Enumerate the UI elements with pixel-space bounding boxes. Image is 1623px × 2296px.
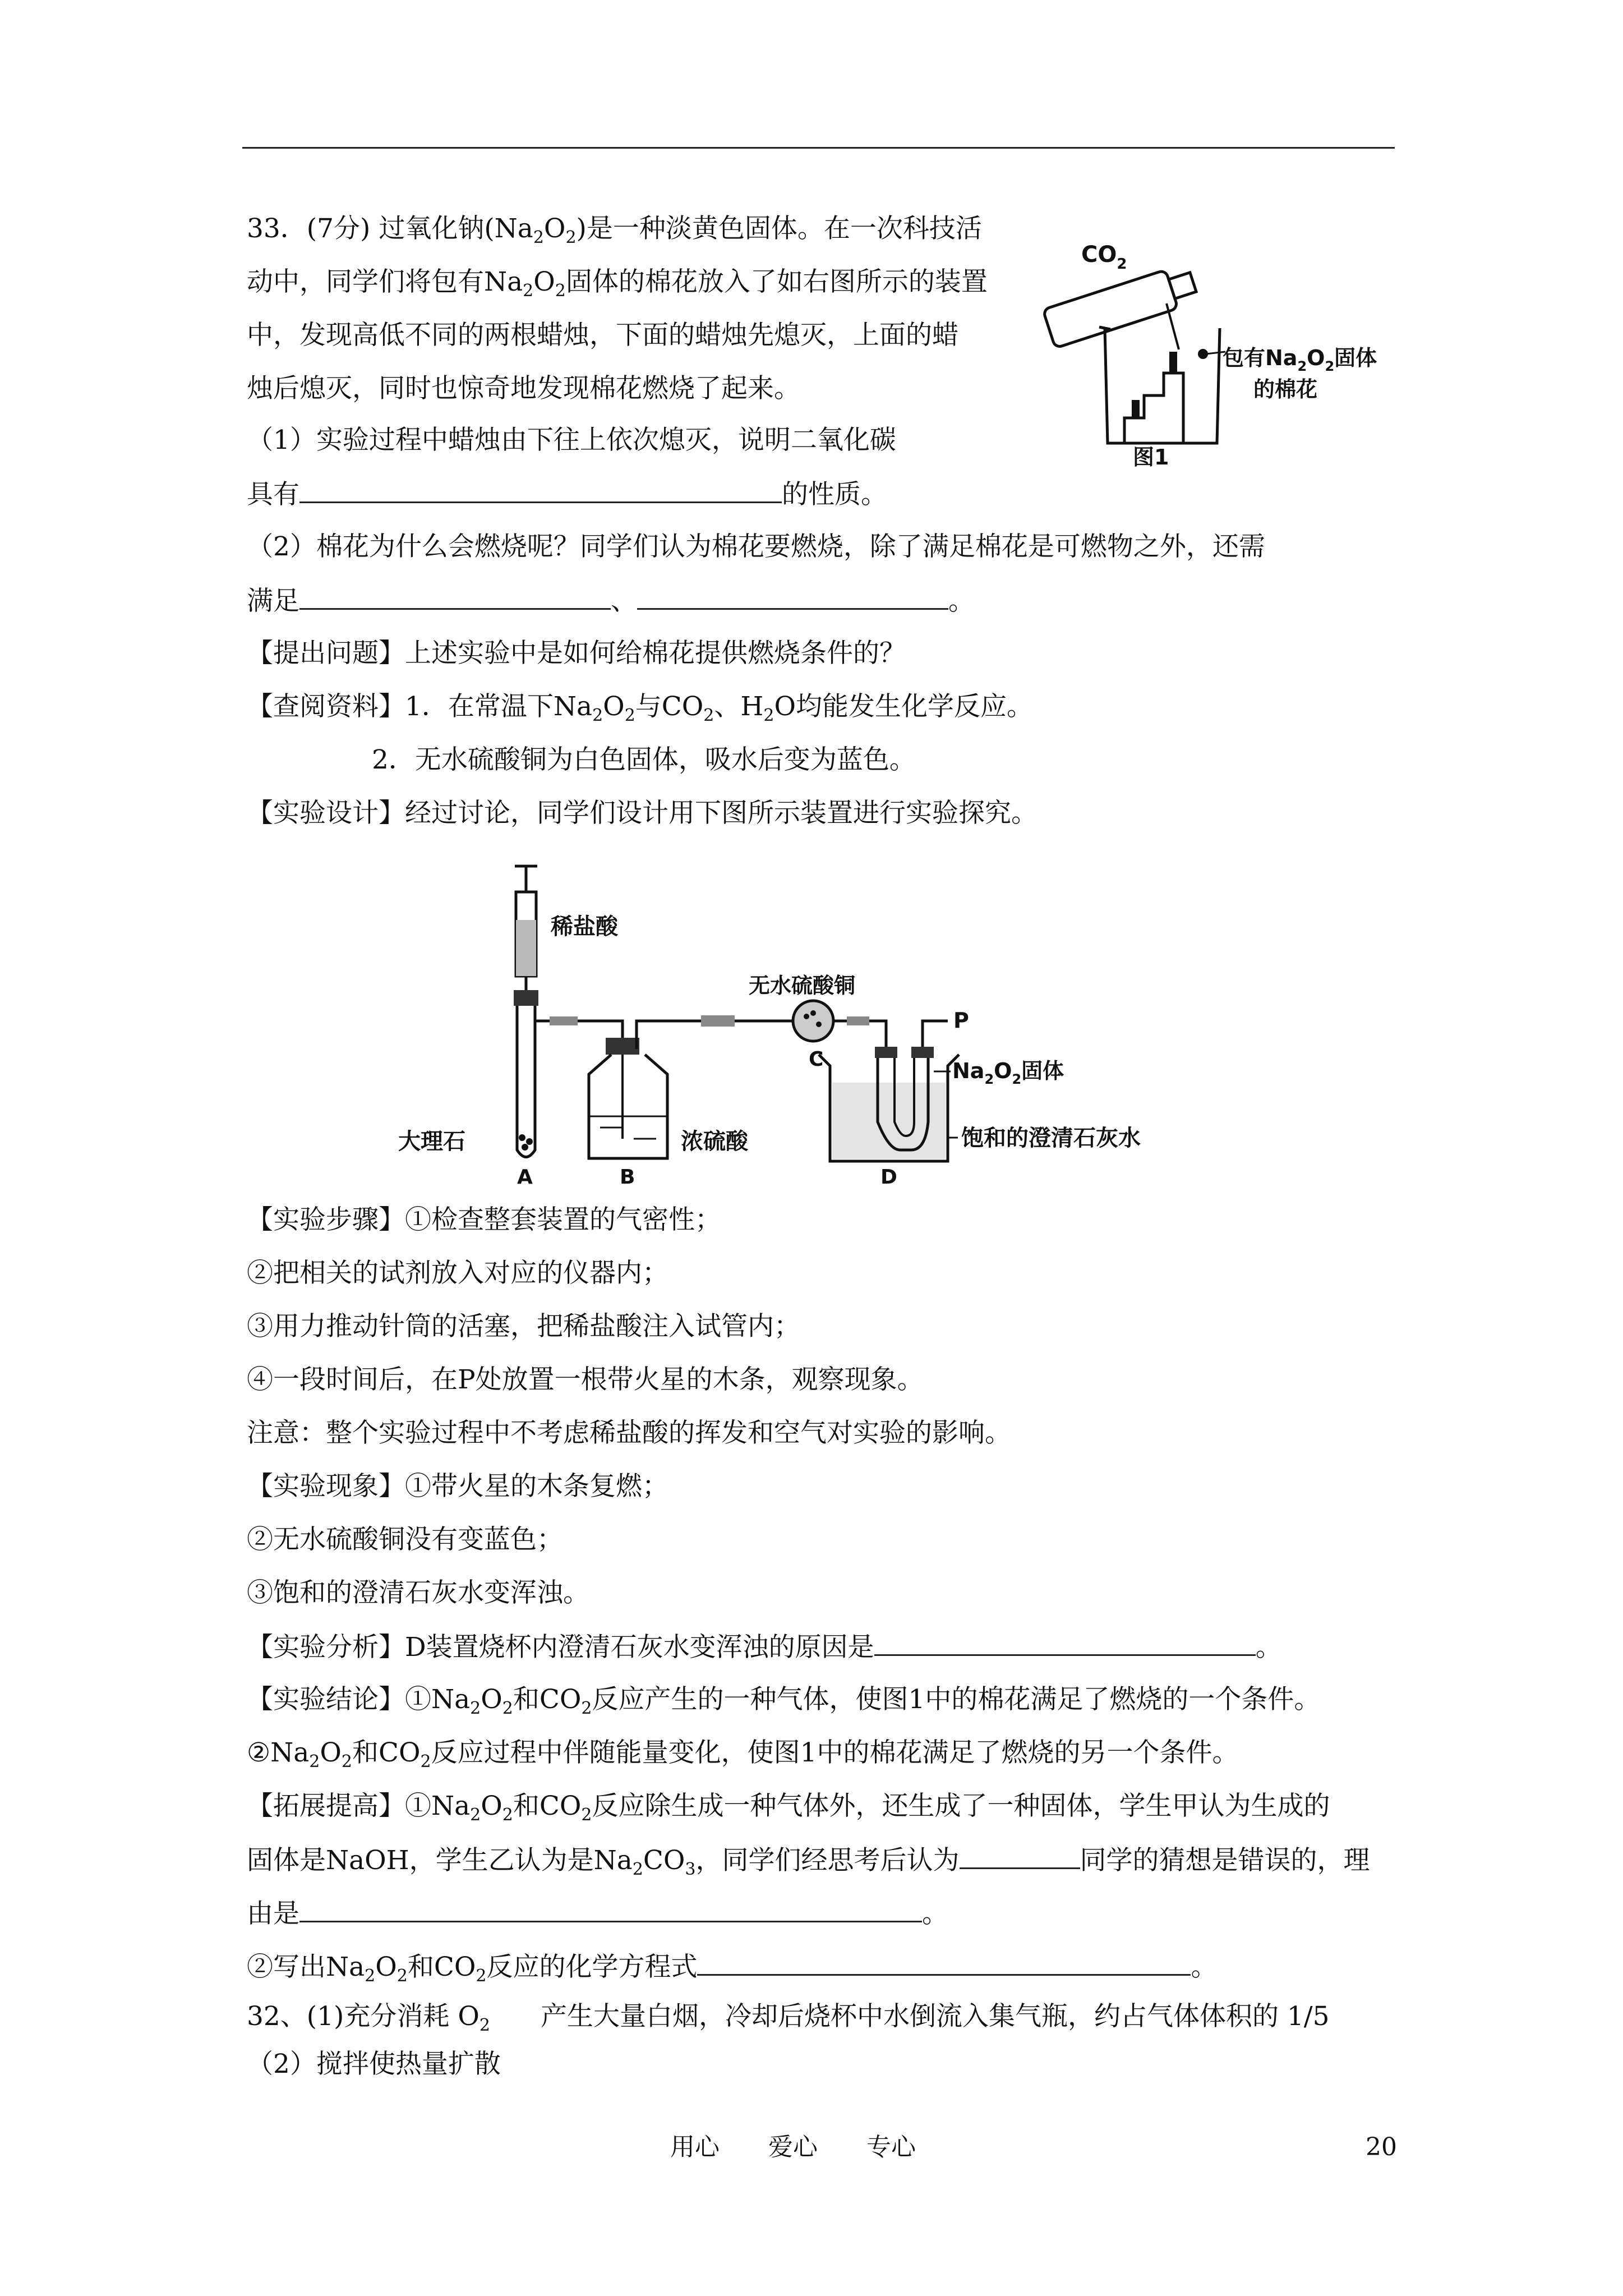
reference-2: 2．无水硫酸铜为白色固体，吸水后变为蓝色。 <box>372 744 916 775</box>
conclusion-1: 【实验结论】$①Na_2O_2$和$CO_2$反应产生的一种气体，使图1中的棉花满足了燃烧的一个条件。 <box>247 1684 1321 1718</box>
answer-blank-co2-property[interactable] <box>299 477 782 503</box>
upper-candle <box>1169 352 1177 373</box>
fig1-caption: 图1 <box>1133 445 1169 468</box>
q33-intro-line-1: 33．(7分) 过氧化钠$(Na_2O_2)$是一种淡黄色固体。在一次科技活 <box>247 213 982 247</box>
steps-1: 【实验步骤】①检查整套装置的气密性； <box>247 1204 721 1235</box>
raise-question: 【提出问题】上述实验中是如何给棉花提供燃烧条件的？ <box>247 638 906 669</box>
q33-part1-line-2: 具有 的性质。 <box>247 477 887 512</box>
observation-1: 【实验现象】①带火星的木条复燃； <box>247 1471 668 1502</box>
answer-blank-condition-2[interactable] <box>637 583 948 610</box>
fig2-label-d: D <box>880 1166 897 1189</box>
reference-1: 【查阅资料】1．在常温下$Na_2O_2$与$CO_2$、$H_2O$均能发生化学反应。 <box>247 691 1034 725</box>
answer-blank-equation[interactable] <box>697 1949 1191 1976</box>
fig2-p-label: P <box>953 1008 969 1033</box>
fig2-na2o2-label: $Na_2O_2$固体 <box>952 1059 1064 1087</box>
q33-intro-line-4: 烛后熄灭，同时也惊奇地发现棉花燃烧了起来。 <box>247 373 800 404</box>
header-rule <box>242 147 1395 149</box>
answer-32-part2: （2）搅拌使热量扩散 <box>247 2049 501 2079</box>
fig2-label-b: B <box>620 1166 635 1189</box>
fig2-label-a: A <box>517 1166 533 1189</box>
extension-2: 固体是NaOH，学生乙认为是$Na_2CO_3$，同学们经思考后认为 同学的猜想是错误的，理 <box>247 1843 1370 1878</box>
q33-intro-line-3: 中，发现高低不同的两根蜡烛，下面的蜡烛先熄灭，上面的蜡 <box>247 320 958 351</box>
conclusion-2: $②Na_2O_2$和$CO_2$反应过程中伴随能量变化，使图1中的棉花满足了燃烧的另一个条件。 <box>247 1737 1239 1772</box>
footer-slogan-2: 爱心 <box>768 2133 818 2161</box>
syringe <box>515 866 537 990</box>
drying-tube-c <box>793 1001 833 1041</box>
answer-blank-reason[interactable] <box>299 1896 922 1922</box>
figure-2-apparatus-diagram <box>387 858 1172 1195</box>
fig2-marble-label: 大理石 <box>398 1129 465 1154</box>
fig2-hcl-label: 稀盐酸 <box>551 914 618 940</box>
answer-32-part1: 32、(1)充分消耗 $O_2$ 产生大量白烟，冷却后烧杯中水倒流入集气瓶，约占气体体积的 1/5 <box>247 2001 1330 2035</box>
wash-bottle-b <box>589 1055 667 1158</box>
steps-2: ②把相关的试剂放入对应的仪器内； <box>247 1258 668 1289</box>
observation-2: ②无水硫酸铜没有变蓝色； <box>247 1524 563 1555</box>
steps-3: ③用力推动针筒的活塞，把稀盐酸注入试管内； <box>247 1311 800 1342</box>
lower-candle <box>1132 400 1140 418</box>
analysis: 【实验分析】D装置烧杯内澄清石灰水变浑浊的原因是 。 <box>247 1630 1282 1664</box>
figure-1-beaker-diagram <box>1032 233 1413 468</box>
test-tube-a <box>517 1006 535 1157</box>
q33-part2-line-1: （2）棉花为什么会燃烧呢？同学们认为棉花要燃烧，除了满足棉花是可燃物之外，还需 <box>247 531 1265 562</box>
answer-blank-student[interactable] <box>960 1843 1080 1869</box>
observation-3: ③饱和的澄清石灰水变浑浊。 <box>247 1577 589 1608</box>
fig1-cotton-label-2: 的棉花 <box>1253 377 1318 402</box>
fig2-limewater-label: 饱和的澄清石灰水 <box>961 1125 1141 1151</box>
answer-blank-analysis[interactable] <box>874 1630 1256 1656</box>
extension-4: ②写出$Na_2O_2$和$CO_2$反应的化学方程式 。 <box>247 1949 1217 1984</box>
fig2-h2so4-label: 浓硫酸 <box>681 1129 748 1154</box>
fig1-cotton-label: 包有$Na_2O_2$固体 <box>1223 346 1377 374</box>
fig2-label-c: C <box>809 1048 824 1071</box>
footer-slogan-3: 专心 <box>866 2133 916 2161</box>
fig1-co2-label: $CO_2$ <box>1081 242 1127 273</box>
footer-slogan-1: 用心 <box>670 2133 720 2161</box>
note: 注意：整个实验过程中不考虑稀盐酸的挥发和空气对实验的影响。 <box>247 1418 1011 1448</box>
steps-4: ④一段时间后，在P处放置一根带火星的木条，观察现象。 <box>247 1364 924 1395</box>
q33-part2-line-2: 满足 、 。 <box>247 583 975 618</box>
experiment-design: 【实验设计】经过讨论，同学们设计用下图所示装置进行实验探究。 <box>247 798 1038 829</box>
extension-1: 【拓展提高】$①Na_2O_2$和$CO_2$反应除生成一种气体外，还生成了一种固体，学生甲认为生成的 <box>247 1791 1330 1825</box>
answer-blank-condition-1[interactable] <box>299 583 611 610</box>
extension-3: 由是 。 <box>247 1896 948 1931</box>
q33-intro-line-2: 动中，同学们将包有$Na_2O_2$固体的棉花放入了如右图所示的装置 <box>247 266 988 301</box>
fig2-cuso4-label: 无水硫酸铜 <box>749 973 856 998</box>
page-number: 20 <box>1366 2133 1397 2161</box>
q33-part1-line-1: （1）实验过程中蜡烛由下往上依次熄灭，说明二氧化碳 <box>247 425 896 455</box>
